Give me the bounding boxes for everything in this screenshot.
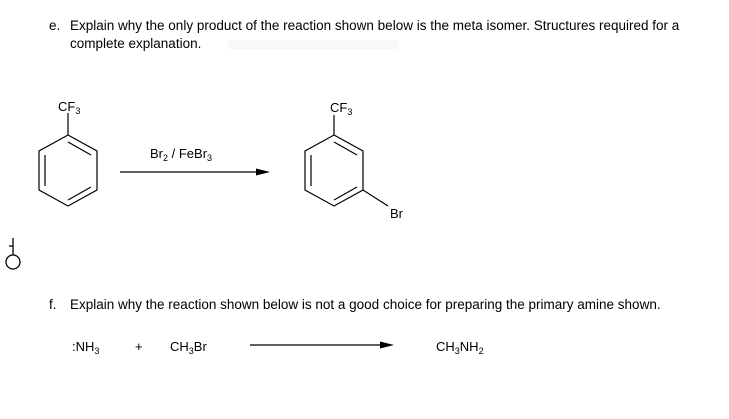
question-f-letter: f. — [49, 297, 57, 312]
question-e-line-1: Explain why the only product of the reaction shown below is the meta isomer. Structures required for a — [70, 18, 680, 33]
product-br-label: Br — [390, 206, 403, 221]
margin-symbol — [6, 238, 20, 269]
reaction-arrow-e — [120, 169, 270, 176]
reactant-benzene-ring — [39, 113, 97, 206]
reagent-label: $Br_2$ / FeBr$_3$ — [150, 146, 213, 163]
question-e-line-2: complete explanation. — [70, 36, 202, 51]
question-e-letter: e. — [49, 18, 61, 33]
methylamine-label: $CH_3NH_2$ — [436, 339, 484, 356]
product-cf3-label-subscript: 3 — [347, 107, 353, 117]
methyl-bromide-label: $CH_3Br$ — [170, 339, 207, 356]
plus-sign: + — [135, 339, 143, 354]
reactant-cf3-label: $CF_3$ — [58, 99, 81, 116]
product-benzene-ring — [305, 115, 388, 206]
reactant-cf3-label-subscript: 3 — [75, 106, 81, 116]
question-f-text: Explain why the reaction shown below is not a good choice for preparing the primary amine shown. — [70, 297, 661, 312]
product-cf3-label: $CF_3$ — [330, 100, 353, 117]
ammonia-label: $:NH_3$ — [72, 339, 100, 356]
reaction-arrow-f — [250, 342, 394, 349]
